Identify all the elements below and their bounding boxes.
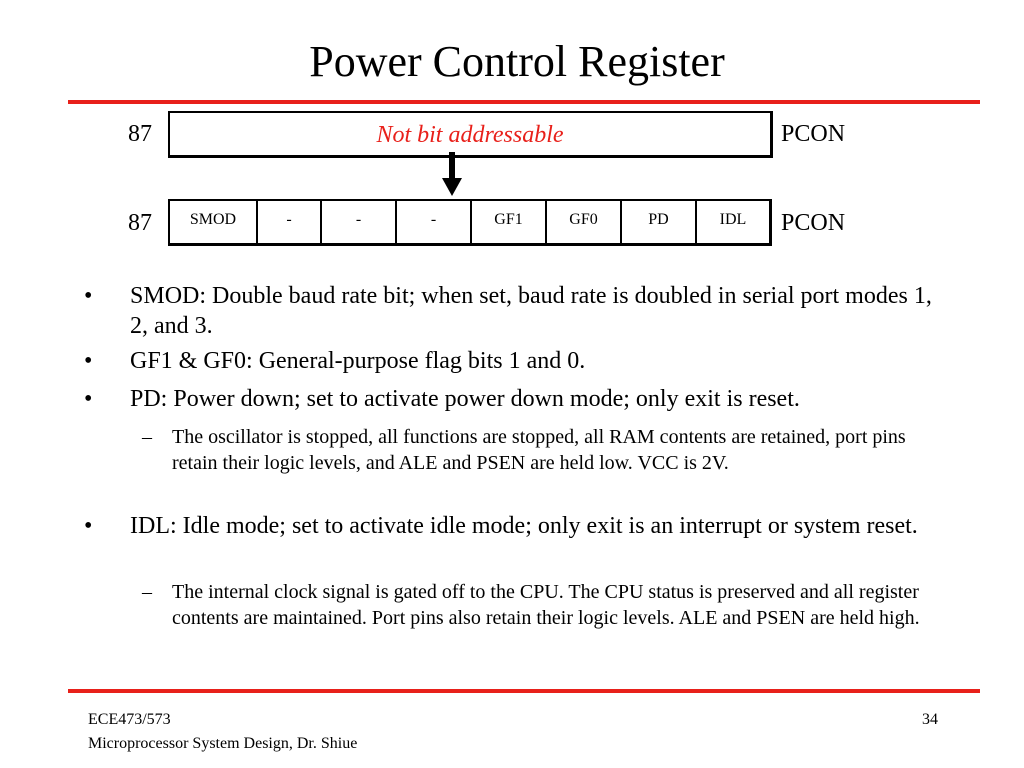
bullet-idle <box>84 511 950 541</box>
bits-register-bit-range: 87 <box>128 210 152 236</box>
bullet-text: PD: Power down; set to activate power down mode; only exit is reset. <box>130 386 800 412</box>
bit-field-smod: SMOD <box>170 201 258 243</box>
bullet-text: SMOD: Double baud rate bit; when set, baud rate is doubled in serial port modes 1, 2, and 3. <box>130 283 932 339</box>
bit-field-reserved-2: - <box>322 201 397 243</box>
footer-subtitle: Microprocessor System Design, Dr. Shiue <box>88 735 358 752</box>
bit-field-pd: PD <box>622 201 697 243</box>
bullet-power-down <box>84 384 950 414</box>
bullet-text: IDL: Idle mode; set to activate idle mode; only exit is an interrupt or system reset. <box>130 513 918 539</box>
pcon-bit-fields <box>168 199 772 246</box>
sub-bullet-text: The internal clock signal is gated off to the CPU. The CPU status is preserved and all register contents are maintained. Port pins also retain their logic levels. ALE and PSEN are held high. <box>172 581 920 629</box>
bit-field-reserved-1: - <box>258 201 322 243</box>
footer-course-info <box>88 708 357 756</box>
bullet-text: GF1 & GF0: General-purpose flag bits 1 and 0. <box>130 348 586 374</box>
sub-bullet-power-down <box>142 424 942 476</box>
bullet-marker: • <box>84 386 93 412</box>
bit-field-gf0: GF0 <box>547 201 622 243</box>
bullet-gf-flags <box>84 346 950 376</box>
page-number: 34 <box>922 711 938 728</box>
down-arrow-icon <box>440 152 464 196</box>
bullet-marker: • <box>84 513 93 539</box>
bit-field-reserved-3: - <box>397 201 472 243</box>
bits-register-name: PCON <box>781 210 846 236</box>
register-name: PCON <box>781 121 846 147</box>
sub-bullet-idle <box>142 579 942 631</box>
not-bit-addressable-label: Not bit addressable <box>376 122 564 148</box>
slide-title: Power Control Register <box>309 37 725 86</box>
register-box <box>168 111 773 158</box>
sub-bullet-marker: – <box>142 581 152 603</box>
top-divider <box>68 100 980 104</box>
bit-field-gf1: GF1 <box>472 201 547 243</box>
bullet-smod <box>84 281 950 341</box>
register-bit-range: 87 <box>128 121 152 147</box>
bullet-marker: • <box>84 348 93 374</box>
bottom-divider <box>68 689 980 693</box>
bullet-marker: • <box>84 283 93 309</box>
footer-course: ECE473/573 <box>88 711 171 728</box>
sub-bullet-marker: – <box>142 426 152 448</box>
bit-field-idl: IDL <box>719 211 747 228</box>
sub-bullet-text: The oscillator is stopped, all functions are stopped, all RAM contents are retained, port pins retain their logic levels, and ALE and PSEN are held low. VCC is 2V. <box>172 426 906 474</box>
